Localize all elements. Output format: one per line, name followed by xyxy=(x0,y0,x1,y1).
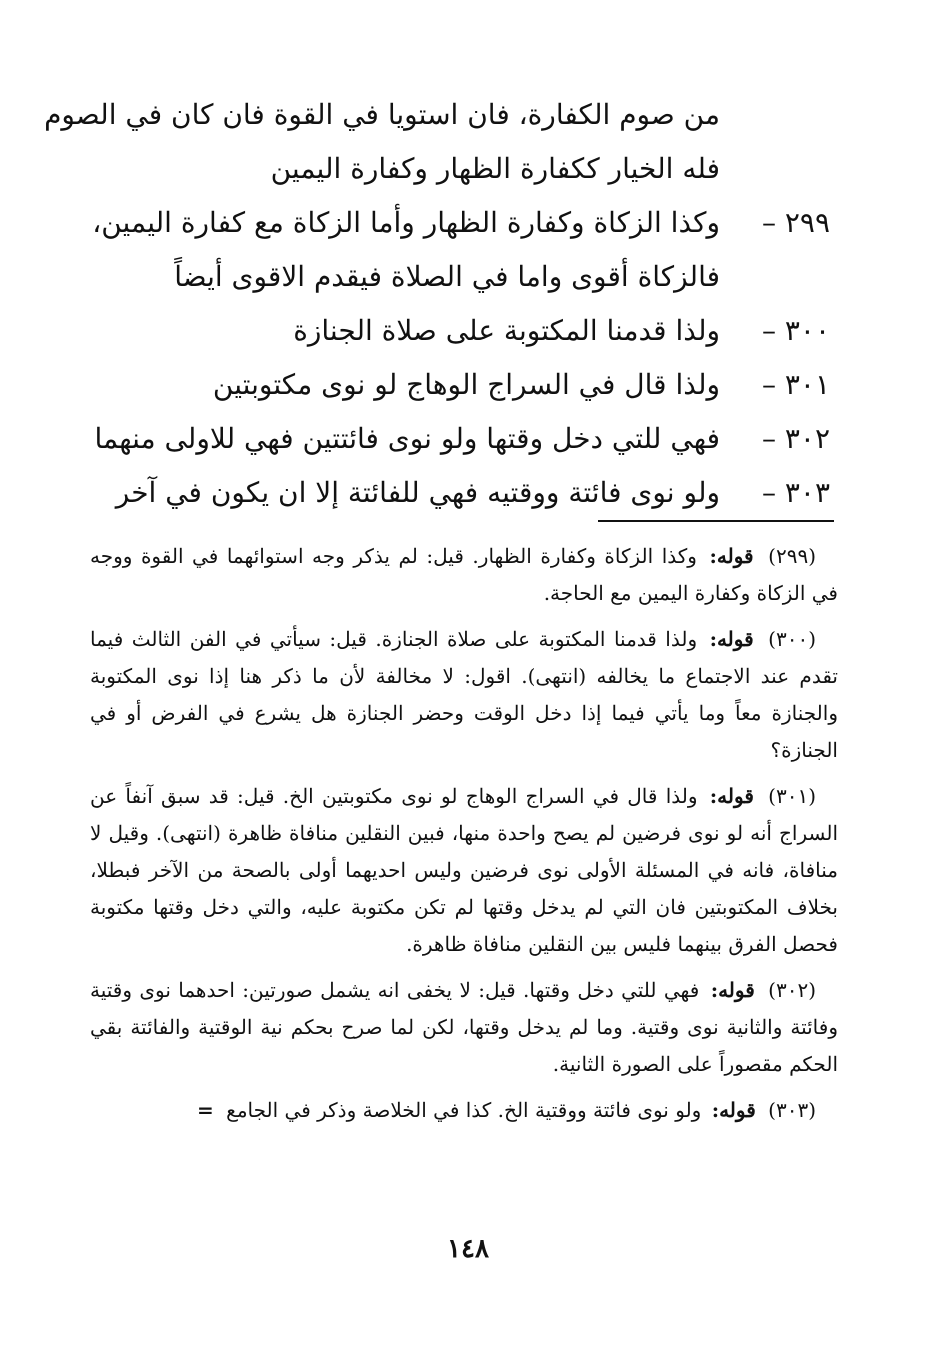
entry-line: وكذا الزكاة وكفارة الظهار وأما الزكاة مع كفارة اليمين، xyxy=(92,206,720,239)
footnote-299 xyxy=(90,538,838,612)
footnote-text: ولذا قال في السراج الوهاج لو نوى مكتوبتين الخ. قيل: قد سبق آنفاً عن السراج أنه لو نوى فرضين لم يصح واحدة منها، فبين النقلين منافاة ظاهرة (انتهى). وقيل لا منافاة، فانه في المسئلة الأولى نوى فرضين وليس احديهما أولى بالصحة من الآخر فبطلا، بخلاف المكتوبتين فان التي لم يدخل وقتها لم تكن مكتوبة عليه، والتي دخل وقتها مكتوبة فحصل الفرق بينهما فليس بين النقلين منافاة ظاهرة. xyxy=(90,784,838,956)
footnote-text: وكذا الزكاة وكفارة الظهار. قيل: لم يذكر وجه استوائهما في القوة ووجه في الزكاة وكفارة اليمين مع الحاجة. xyxy=(90,544,838,605)
footnote-number: (٣٠٢) xyxy=(768,978,816,1002)
footnote-302 xyxy=(90,972,838,1083)
footnote-number: (٣٠١) xyxy=(768,784,816,808)
main-text xyxy=(44,88,830,520)
entry-number: ٣٠٣ – xyxy=(761,476,830,509)
entry-number: ٣٠٢ – xyxy=(761,422,830,455)
entry-301 xyxy=(70,358,830,412)
footnote-keyword: قوله: xyxy=(709,544,754,568)
entry-300 xyxy=(70,304,830,358)
entry-line: فالزكاة أقوى واما في الصلاة فيقدم الاقوى أيضاً xyxy=(174,260,720,293)
footnote-keyword: قوله: xyxy=(709,784,754,808)
intro-line: فله الخيار ككفارة الظهار وكفارة اليمين xyxy=(270,152,720,185)
footnote-number: (٢٩٩) xyxy=(768,544,817,568)
footnote-keyword: قوله: xyxy=(711,1098,756,1122)
footnote-301 xyxy=(90,778,838,963)
page-number: ١٤٨ xyxy=(447,1234,489,1264)
entry-number: ٣٠١ – xyxy=(761,368,830,401)
intro-line: من صوم الكفارة، فان استويا في القوة فان كان في الصوم xyxy=(44,98,720,131)
entry-number: ٢٩٩ – xyxy=(761,206,830,239)
entry-303 xyxy=(70,466,830,520)
footnote-divider xyxy=(598,520,834,522)
footnote-keyword: قوله: xyxy=(710,978,755,1002)
footnote-number: (٣٠٠) xyxy=(768,627,816,651)
entry-line: ولذا قدمنا المكتوبة على صلاة الجنازة xyxy=(293,314,720,347)
entry-line: ولذا قال في السراج الوهاج لو نوى مكتوبتين xyxy=(212,368,720,401)
footnote-303 xyxy=(90,1092,838,1129)
entry-line: ولو نوى فائتة ووقتيه فهي للفائتة إلا ان يكون في آخر xyxy=(115,476,720,509)
entry-line: فهي للتي دخل وقتها ولو نوى فائتتين فهي للاولى منهما xyxy=(94,422,720,455)
footnote-number: (٣٠٣) xyxy=(768,1098,816,1122)
footnote-keyword: قوله: xyxy=(709,627,754,651)
entry-299 xyxy=(70,196,830,250)
footnotes xyxy=(90,538,838,1138)
footnote-text: ولذا قدمنا المكتوبة على صلاة الجنازة. قيل: سيأتي في الفن الثالث فيما تقدم عند الاجتماع ما يخالفه (انتهى). اقول: لا مخالفة لأن ما ذكر هنا إذا نوى المكتوبة والجنازة معاً وما يأتي فيما إذا دخل الوقت وحضر الجنازة هل يشرع في الفرض أو في الجنازة؟ xyxy=(90,627,838,762)
footnote-text: ولو نوى فائتة ووقتية الخ. كذا في الخلاصة وذكر في الجامع xyxy=(226,1098,702,1122)
footnote-300 xyxy=(90,621,838,769)
entry-number: ٣٠٠ – xyxy=(761,314,830,347)
entry-302 xyxy=(70,412,830,466)
continuation-mark: = xyxy=(197,1098,214,1122)
footnote-text: فهي للتي دخل وقتها. قيل: لا يخفى انه يشمل صورتين: احدهما نوى وقتية وفائتة والثانية نوى وقتية. وما لم يدخل وقتها، لكن لما صرح بحكم نية الوقتية والفائتة بقي الحكم مقصوراً على الصورة الثانية. xyxy=(90,978,838,1076)
